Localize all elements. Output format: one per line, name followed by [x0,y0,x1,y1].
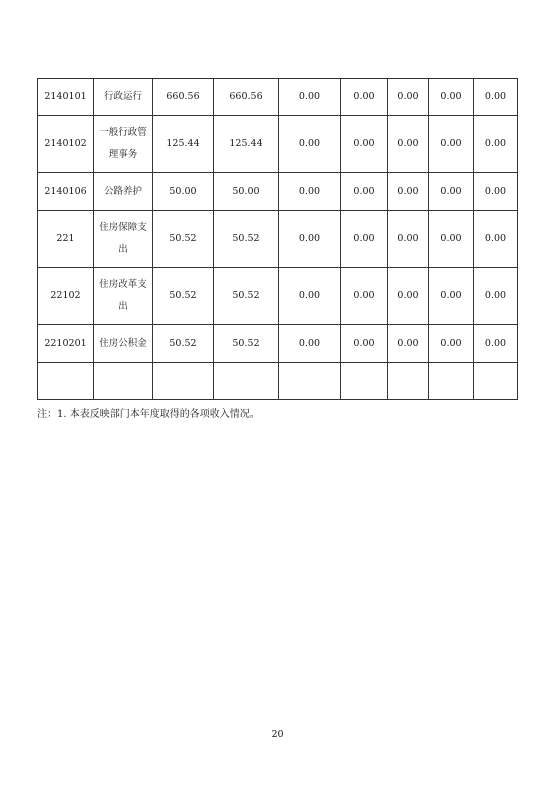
amount-cell: 0.00 [279,116,341,173]
empty-cell [94,363,153,400]
amount-cell: 0.00 [429,211,474,268]
table-footnote: 注：1. 本表反映部门本年度取得的各项收入情况。 [37,409,260,420]
subject-code-cell: 2140101 [38,79,94,116]
amount-cell: 0.00 [279,79,341,116]
amount-cell: 50.52 [153,211,214,268]
table-row [38,268,518,325]
amount-cell: 0.00 [474,268,518,325]
amount-cell: 0.00 [341,211,388,268]
amount-cell: 50.00 [214,173,279,211]
amount-cell: 0.00 [429,116,474,173]
amount-cell: 0.00 [474,325,518,363]
subject-code-cell: 2140102 [38,116,94,173]
amount-cell: 0.00 [341,268,388,325]
subject-code-cell: 221 [38,211,94,268]
empty-cell [38,363,94,400]
amount-cell: 0.00 [341,325,388,363]
subject-name-cell: 住房保障支出 [94,211,153,268]
amount-cell: 0.00 [474,211,518,268]
empty-cell [153,363,214,400]
amount-cell: 660.56 [153,79,214,116]
page-number: 20 [271,729,284,740]
subject-name-cell: 一般行政管理事务 [94,116,153,173]
amount-cell: 0.00 [341,116,388,173]
table-row [38,211,518,268]
subject-name-cell: 住房改革支出 [94,268,153,325]
empty-cell [388,363,429,400]
table-row-empty [38,363,518,400]
subject-code-cell: 2140106 [38,173,94,211]
amount-cell: 0.00 [474,173,518,211]
table-row [38,325,518,363]
amount-cell: 0.00 [388,79,429,116]
amount-cell: 50.52 [153,268,214,325]
amount-cell: 0.00 [279,268,341,325]
amount-cell: 0.00 [474,116,518,173]
empty-cell [214,363,279,400]
subject-name-cell: 住房公积金 [94,325,153,363]
table-row [38,79,518,116]
amount-cell: 0.00 [388,173,429,211]
amount-cell: 0.00 [388,325,429,363]
amount-cell: 0.00 [474,79,518,116]
subject-code-cell: 22102 [38,268,94,325]
amount-cell: 50.52 [153,325,214,363]
amount-cell: 125.44 [153,116,214,173]
empty-cell [279,363,341,400]
subject-name-cell: 公路养护 [94,173,153,211]
amount-cell: 660.56 [214,79,279,116]
table-row [38,116,518,173]
amount-cell: 50.52 [214,325,279,363]
income-table [37,78,518,400]
amount-cell: 0.00 [279,325,341,363]
table-row [38,173,518,211]
amount-cell: 0.00 [429,268,474,325]
amount-cell: 50.52 [214,268,279,325]
amount-cell: 0.00 [429,325,474,363]
amount-cell: 0.00 [388,211,429,268]
amount-cell: 125.44 [214,116,279,173]
amount-cell: 0.00 [388,268,429,325]
amount-cell: 50.52 [214,211,279,268]
empty-cell [474,363,518,400]
amount-cell: 0.00 [279,173,341,211]
amount-cell: 0.00 [341,79,388,116]
subject-code-cell: 2210201 [38,325,94,363]
subject-name-cell: 行政运行 [94,79,153,116]
amount-cell: 0.00 [429,173,474,211]
empty-cell [429,363,474,400]
empty-cell [341,363,388,400]
amount-cell: 50.00 [153,173,214,211]
amount-cell: 0.00 [279,211,341,268]
amount-cell: 0.00 [341,173,388,211]
amount-cell: 0.00 [429,79,474,116]
amount-cell: 0.00 [388,116,429,173]
